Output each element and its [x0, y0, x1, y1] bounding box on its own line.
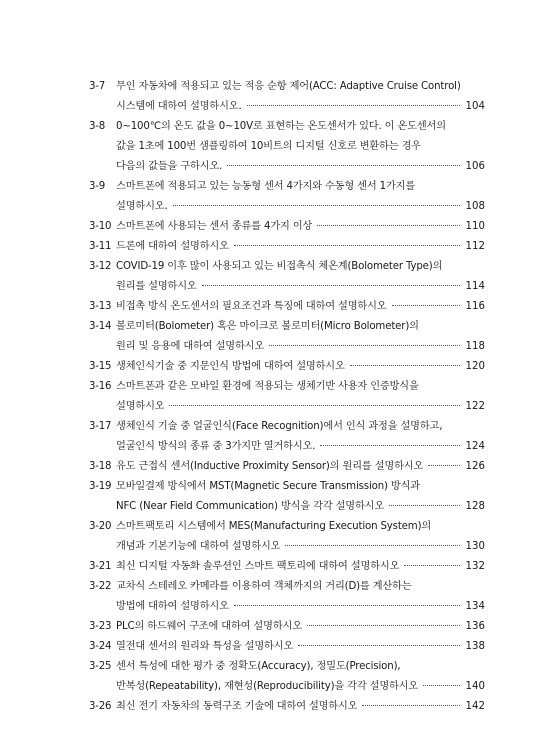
toc-entry-number: 3-16 — [89, 381, 112, 392]
toc-entry — [89, 577, 485, 617]
toc-entry-line — [89, 657, 485, 677]
toc-entry-number: 3-11 — [89, 241, 112, 252]
toc-entry-number: 3-7 — [89, 81, 106, 92]
toc-entry-number: 3-25 — [89, 661, 112, 672]
dot-leader — [169, 405, 460, 406]
toc-entry-line — [89, 257, 485, 277]
toc-entry-number: 3-19 — [89, 481, 112, 492]
toc-entry-line — [89, 437, 485, 457]
toc-entry — [89, 257, 485, 297]
table-of-contents — [89, 77, 485, 717]
toc-entry-title: 원리를 설명하시오 — [116, 281, 197, 292]
toc-entry-line — [89, 317, 485, 337]
toc-entry-line — [89, 617, 485, 637]
dot-leader — [234, 245, 460, 246]
toc-entry-title: 최신 전기 자동차의 동력구조 기술에 대하여 설명하시오 — [116, 701, 358, 712]
dot-leader — [247, 105, 460, 106]
toc-entry-title: 얼굴인식 방식의 종류 중 3가지만 열거하시오. — [116, 441, 316, 452]
toc-entry-title: 설명하시오 — [116, 401, 165, 412]
toc-page-number: 106 — [465, 161, 485, 172]
toc-entry-line — [89, 377, 485, 397]
toc-entry-number: 3-18 — [89, 461, 112, 472]
dot-leader — [362, 705, 460, 706]
toc-entry — [89, 297, 485, 317]
dot-leader — [404, 565, 460, 566]
dot-leader — [350, 365, 460, 366]
toc-entry-line — [89, 697, 485, 717]
toc-entry-line — [89, 197, 485, 217]
toc-entry-title: 열전대 센서의 원리와 특성을 설명하시오 — [116, 641, 294, 652]
toc-entry-line — [89, 397, 485, 417]
toc-entry — [89, 617, 485, 637]
toc-page-number: 110 — [465, 221, 485, 232]
toc-entry-line — [89, 357, 485, 377]
toc-entry — [89, 477, 485, 517]
toc-entry-number: 3-20 — [89, 521, 112, 532]
toc-entry-number: 3-17 — [89, 421, 112, 432]
toc-entry-line — [89, 477, 485, 497]
toc-entry-line — [89, 457, 485, 477]
toc-entry-number: 3-22 — [89, 581, 112, 592]
toc-entry-title: COVID-19 이후 많이 사용되고 있는 비접촉식 체온계(Bolometer Type)의 — [116, 261, 443, 272]
toc-entry-line — [89, 97, 485, 117]
toc-entry-title: 방법에 대하여 설명하시오 — [116, 601, 229, 612]
toc-entry-title: 비접촉 방식 온도센서의 필요조건과 특징에 대하여 설명하시오 — [116, 301, 387, 312]
toc-page-number: 124 — [465, 441, 485, 452]
toc-entry-title: 스마트폰에 사용되는 센서 종류를 4가지 이상 — [116, 221, 313, 232]
toc-page-number: 126 — [465, 461, 485, 472]
toc-entry-title: 생체인식 기술 중 얼굴인식(Face Recognition)에서 인식 과정을 설명하고, — [116, 421, 443, 432]
dot-leader — [269, 345, 460, 346]
toc-entry-line — [89, 497, 485, 517]
toc-page-number: 116 — [465, 301, 485, 312]
toc-page-number: 142 — [465, 701, 485, 712]
toc-entry-title: 볼로미터(Bolometer) 혹은 마이크로 볼로미터(Micro Bolometer)의 — [116, 321, 419, 332]
toc-entry-line — [89, 597, 485, 617]
toc-entry-title: 0~100℃의 온도 값을 0~10V로 표현하는 온도센서가 있다. 이 온도센서의 — [116, 121, 446, 132]
toc-entry-line — [89, 117, 485, 137]
toc-entry-line — [89, 677, 485, 697]
dot-leader — [320, 445, 460, 446]
toc-entry-title: 반복성(Repeatability), 재현성(Reproducibility)을 각각 설명하시오 — [116, 681, 419, 692]
toc-entry-title: 교차식 스테레오 카메라를 이용하여 객체까지의 거리(D)를 계산하는 — [116, 581, 412, 592]
toc-entry — [89, 657, 485, 697]
toc-entry-title: 다음의 값들을 구하시오. — [116, 161, 223, 172]
dot-leader — [173, 205, 460, 206]
toc-entry-number: 3-21 — [89, 561, 112, 572]
toc-entry-title: PLC의 하드웨어 구조에 대하여 설명하시오 — [116, 621, 302, 632]
toc-page-number: 132 — [465, 561, 485, 572]
toc-entry-line — [89, 297, 485, 317]
toc-entry — [89, 237, 485, 257]
toc-entry-number: 3-14 — [89, 321, 112, 332]
toc-entry-number: 3-24 — [89, 641, 112, 652]
toc-entry-line — [89, 277, 485, 297]
toc-entry-number: 3-13 — [89, 301, 112, 312]
toc-entry — [89, 517, 485, 557]
toc-page-number: 138 — [465, 641, 485, 652]
toc-entry — [89, 177, 485, 217]
toc-entry-number: 3-12 — [89, 261, 112, 272]
toc-page-number: 104 — [465, 101, 485, 112]
toc-entry — [89, 557, 485, 577]
dot-leader — [317, 225, 460, 226]
toc-entry-title: 개념과 기본기능에 대하여 설명하시오 — [116, 541, 281, 552]
dot-leader — [307, 625, 460, 626]
toc-entry-line — [89, 577, 485, 597]
toc-entry-line — [89, 537, 485, 557]
toc-entry-line — [89, 77, 485, 97]
toc-entry-title: 스마트폰과 같은 모바일 환경에 적용되는 생체기반 사용자 인증방식을 — [116, 381, 419, 392]
dot-leader — [285, 545, 460, 546]
toc-entry-title: 최신 디지털 자동화 솔루션인 스마트 팩토리에 대하여 설명하시오 — [116, 561, 400, 572]
toc-entry — [89, 697, 485, 717]
toc-entry — [89, 417, 485, 457]
toc-entry-number: 3-15 — [89, 361, 112, 372]
dot-leader — [423, 685, 460, 686]
toc-page-number: 134 — [465, 601, 485, 612]
toc-entry-title: 시스템에 대하여 설명하시오. — [116, 101, 242, 112]
toc-entry-title: NFC (Near Field Communication) 방식을 각각 설명하시오 — [116, 501, 385, 512]
toc-page-number: 118 — [465, 341, 485, 352]
toc-entry-number: 3-10 — [89, 221, 112, 232]
toc-page-number: 136 — [465, 621, 485, 632]
dot-leader — [234, 605, 460, 606]
toc-entry-title: 생체인식기술 중 지문인식 방법에 대하여 설명하시오 — [116, 361, 345, 372]
toc-entry-line — [89, 557, 485, 577]
toc-entry-line — [89, 217, 485, 237]
toc-page-number: 128 — [465, 501, 485, 512]
toc-entry — [89, 117, 485, 177]
toc-entry-title: 센서 특성에 대한 평가 중 정확도(Accuracy), 정밀도(Precision), — [116, 661, 401, 672]
toc-entry-line — [89, 417, 485, 437]
toc-entry — [89, 377, 485, 417]
toc-entry-line — [89, 237, 485, 257]
toc-entry-line — [89, 137, 485, 157]
toc-entry — [89, 637, 485, 657]
dot-leader — [392, 305, 461, 306]
toc-entry-title: 유도 근접식 센서(Inductive Proximity Sensor)의 원리를 설명하시오 — [116, 461, 424, 472]
toc-entry-title: 설명하시오. — [116, 201, 168, 212]
toc-entry — [89, 217, 485, 237]
toc-entry-line — [89, 157, 485, 177]
toc-entry-title: 스마트폰에 적용되고 있는 능동형 센서 4가지와 수동형 센서 1가지를 — [116, 181, 416, 192]
dot-leader — [298, 645, 460, 646]
toc-entry-title: 무인 자동차에 적용되고 있는 적응 순항 제어(ACC: Adaptive Cruise Control) — [116, 81, 461, 92]
toc-page-number: 120 — [465, 361, 485, 372]
toc-entry-number: 3-9 — [89, 181, 106, 192]
toc-entry-title: 모바일결제 방식에서 MST(Magnetic Secure Transmission) 방식과 — [116, 481, 420, 492]
toc-entry — [89, 457, 485, 477]
toc-entry-number: 3-23 — [89, 621, 112, 632]
toc-entry — [89, 317, 485, 357]
dot-leader — [227, 165, 460, 166]
toc-entry-line — [89, 517, 485, 537]
toc-entry — [89, 77, 485, 117]
dot-leader — [389, 505, 460, 506]
toc-entry-title: 값을 1초에 100번 샘플링하여 10비트의 디지털 신호로 변환하는 경우 — [116, 141, 421, 152]
toc-entry-number: 3-26 — [89, 701, 112, 712]
toc-page-number: 108 — [465, 201, 485, 212]
toc-entry-title: 드론에 대하여 설명하시오 — [116, 241, 229, 252]
dot-leader — [428, 465, 460, 466]
toc-page-number: 140 — [465, 681, 485, 692]
toc-entry-title: 원리 및 응용에 대하여 설명하시오 — [116, 341, 265, 352]
toc-page-number: 122 — [465, 401, 485, 412]
toc-entry-number: 3-8 — [89, 121, 106, 132]
toc-page-number: 114 — [465, 281, 485, 292]
toc-entry-line — [89, 177, 485, 197]
toc-entry — [89, 357, 485, 377]
toc-entry-line — [89, 637, 485, 657]
toc-entry-title: 스마트팩토리 시스템에서 MES(Manufacturing Execution System)의 — [116, 521, 432, 532]
toc-page-number: 130 — [465, 541, 485, 552]
toc-page-number: 112 — [465, 241, 485, 252]
dot-leader — [202, 285, 460, 286]
toc-entry-line — [89, 337, 485, 357]
